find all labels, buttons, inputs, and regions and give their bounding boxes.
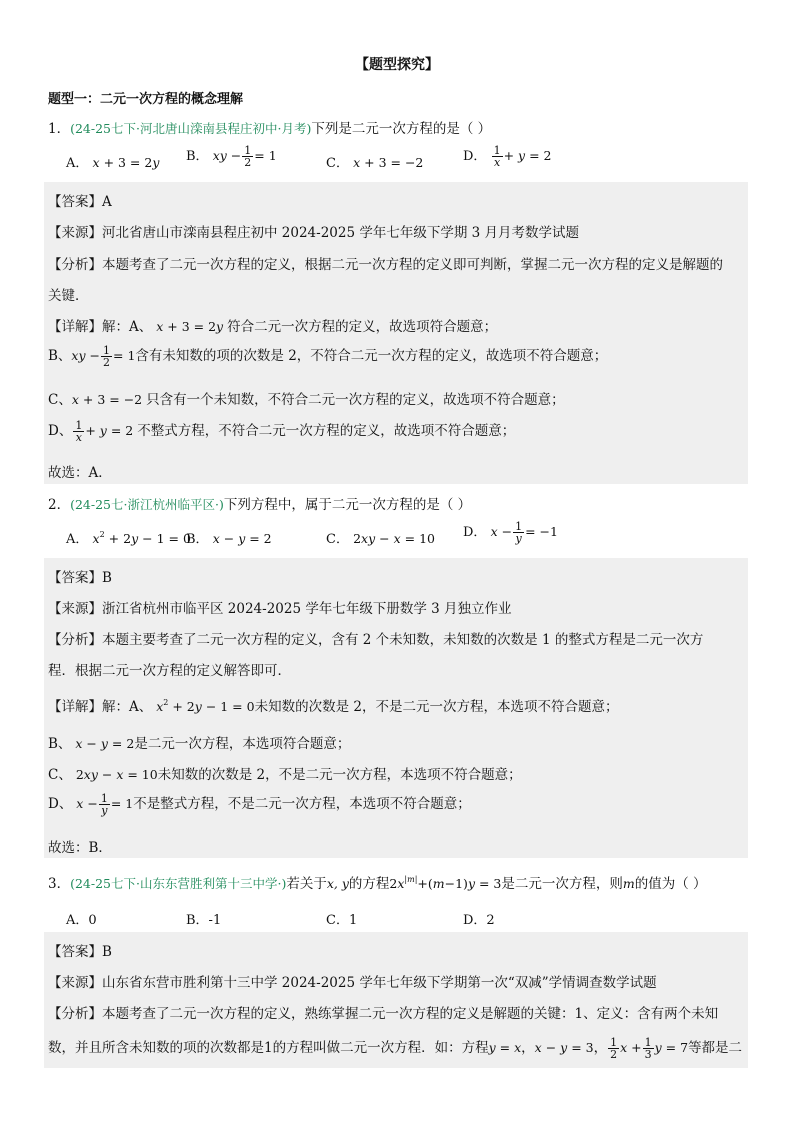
detail-line: D、 $\frac{1}{x}$ + y = 2 不整式方程，不符合二元一次方程的定义，故选项不符合题意；: [48, 419, 516, 444]
question-source-tag: (24-25七·浙江杭州临平区·): [70, 497, 224, 512]
detail-line: 【详解】解：A、 $x^2 + 2y - 1 = 0$未知数的次数是 2，不是二元一次方程，本选项不符合题意；: [48, 698, 619, 715]
option-d: D． x − $\frac{1}{y}$ = −1: [463, 520, 558, 545]
detail-line: B、 x − y = 2是二元一次方程，本选项符合题意；: [48, 736, 351, 752]
option-b: B． x − y = 2: [186, 531, 272, 547]
analysis-line: 【分析】本题考查了二元一次方程的定义，熟练掌握二元一次方程的定义是解题的关键：1、定义：含有两个未知: [48, 1006, 719, 1022]
detail-line: C、x + 3 = −2 只含有一个未知数，不符合二元一次方程的定义，故选项不符合题意；: [48, 392, 565, 408]
option-d: D．2: [463, 913, 495, 928]
detail-line: C、 2xy − x = 10未知数的次数是 2，不是二元一次方程，本选项不符合题意；: [48, 767, 522, 783]
question-number: 1．: [48, 121, 71, 137]
question-text: 下列是二元一次方程的是（ ）: [311, 121, 492, 137]
question-source-tag: (24-25七下·河北唐山滦南县程庄初中·月考): [70, 121, 312, 136]
analysis-line: 关键．: [48, 288, 89, 304]
option-b: B． xy − $\frac{1}{2}$ = 1: [186, 144, 277, 169]
page-title: 【题型探究】: [355, 57, 439, 73]
answer-line: 【答案】A: [48, 194, 112, 210]
option-c: C．1: [326, 913, 358, 928]
question-text: 下列方程中，属于二元一次方程的是（ ）: [223, 497, 472, 513]
choice-line: 故选：B．: [48, 840, 112, 856]
source-line: 【来源】浙江省杭州市临平区 2024-2025 学年七年级下册数学 3 月独立作业: [48, 601, 512, 617]
option-a: A． x + 3 = 2y: [66, 155, 160, 171]
analysis-line: 数，并且所含未知数的项的次数都是1的方程叫做二元一次方程．如：方程y = x，x − y = 3， $\frac{1}{2}$ x + $\frac{1}{3}$ y = 7等都是二: [48, 1036, 743, 1061]
option-c: C． 2xy − x = 10: [326, 531, 435, 547]
question-source-tag: (24-25七下·山东东营胜利第十三中学·): [70, 876, 287, 891]
question-2: 2．(24-25七·浙江杭州临平区·)下列方程中，属于二元一次方程的是（ ）: [48, 497, 472, 513]
analysis-line: 【分析】本题主要考查了二元一次方程的定义，含有 2 个未知数，未知数的次数是 1 的整式方程是二元一次方: [48, 632, 704, 648]
answer-line: 【答案】B: [48, 570, 112, 586]
detail-line: D、 x − $\frac{1}{y}$ = 1不是整式方程，不是二元一次方程，本选项不符合题意；: [48, 792, 471, 817]
analysis-line: 【分析】本题考查了二元一次方程的定义，根据二元一次方程的定义即可判断，掌握二元一次方程的定义是解题的: [48, 257, 723, 273]
analysis-line: 程．根据二元一次方程的定义解答即可．: [48, 663, 291, 679]
source-line: 【来源】河北省唐山市滦南县程庄初中 2024-2025 学年七年级下学期 3 月月考数学试题: [48, 225, 580, 241]
source-line: 【来源】山东省东营市胜利第十三中学 2024-2025 学年七年级下学期第一次“双减”学情调查数学试题: [48, 975, 657, 991]
detail-line: 【详解】解：A、 x + 3 = 2y 符合二元一次方程的定义，故选项符合题意；: [48, 319, 498, 335]
option-a: A． $x^2 + 2y - 1 = 0$: [66, 530, 191, 547]
choice-line: 故选：A．: [48, 465, 112, 481]
option-c: C． x + 3 = −2: [326, 155, 424, 171]
question-1: [48, 117, 491, 137]
detail-line: B、xy − $\frac{1}{2}$ = 1含有未知数的项的次数是 2，不符合二元一次方程的定义，故选项不符合题意；: [48, 344, 608, 369]
option-d: D． $\frac{1}{x}$ + y = 2: [463, 144, 552, 169]
question-3: 3．(24-25七下·山东东营胜利第十三中学·)若关于x, y的方程$2x^{|m|}+(m-1)y = 3$是二元一次方程，则m的值为（ ）: [48, 875, 707, 892]
answer-line: 【答案】B: [48, 944, 112, 960]
option-b: B．-1: [186, 913, 222, 928]
option-a: A．0: [66, 913, 97, 928]
section-heading: 题型一：二元一次方程的概念理解: [48, 92, 244, 107]
